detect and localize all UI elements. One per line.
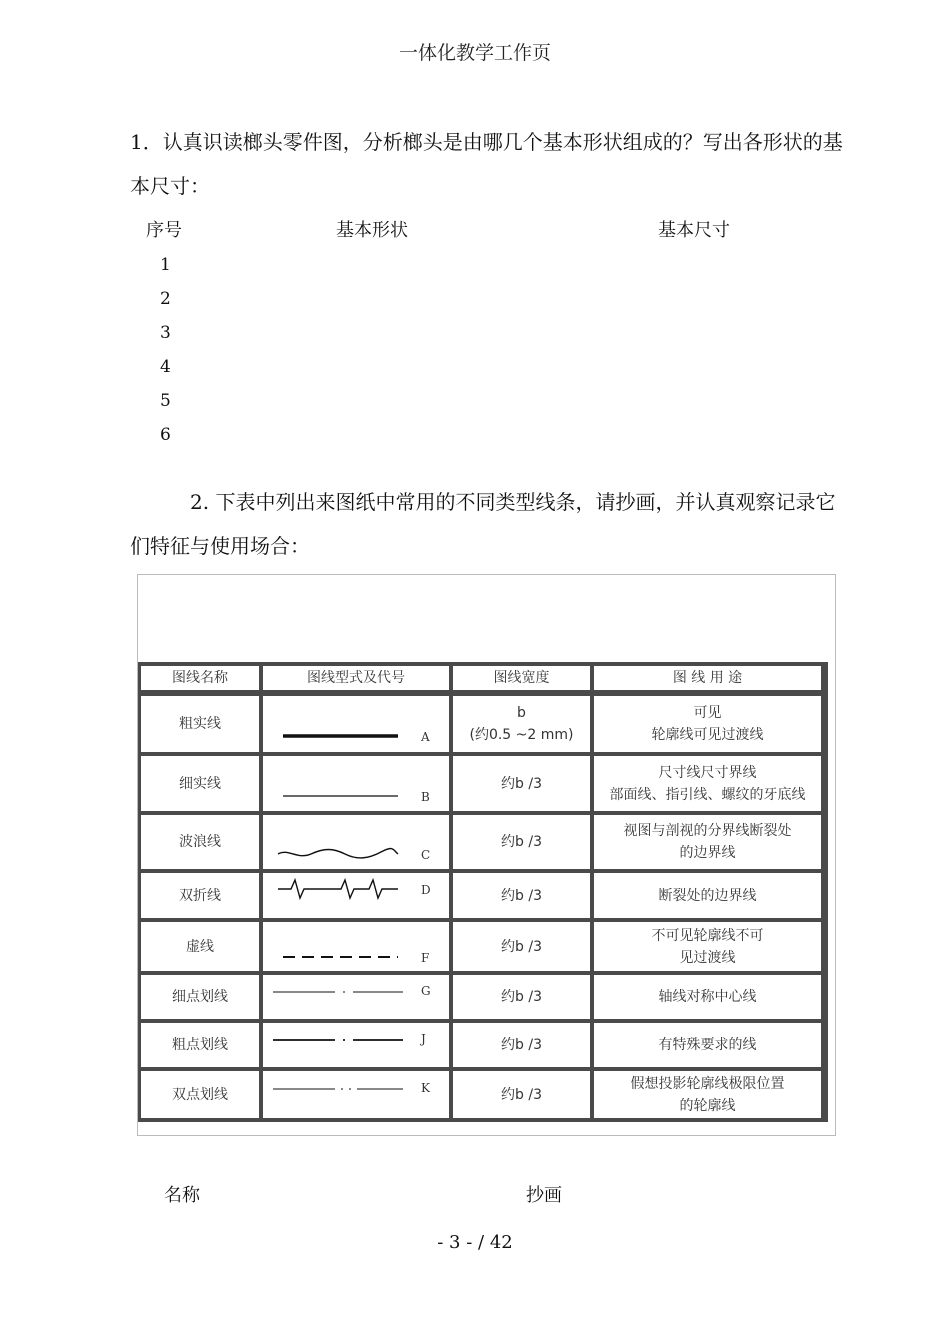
line-style-cell	[263, 975, 449, 1019]
line-width-text	[501, 831, 542, 853]
line-use: 轴线对称中心线	[658, 989, 757, 1005]
line-width-text	[469, 702, 573, 746]
line-width-text	[501, 885, 542, 907]
row-number: 6	[160, 425, 171, 445]
line-style-cell	[263, 756, 449, 811]
line-use-cell	[594, 975, 821, 1019]
line-name: 细点划线	[172, 989, 228, 1005]
line-use-cont: 的轮廓线	[679, 1097, 736, 1114]
line-use: 假想投影轮廓线极限位置	[630, 1075, 785, 1092]
line-width: 约b /3	[501, 938, 542, 955]
line-use-cell	[594, 922, 821, 971]
line-use-text	[659, 885, 757, 907]
line-use-cell	[594, 696, 821, 752]
row-number: 4	[160, 357, 171, 377]
line-name-cell	[141, 922, 259, 971]
line-use-cont: 见过渡线	[679, 949, 736, 966]
line-width-cell	[453, 873, 590, 918]
line-width-text	[501, 936, 542, 958]
line-width-header-text: 图线宽度	[493, 670, 550, 686]
line-use-header	[594, 666, 821, 690]
line-use-header-text: 图 线 用 途	[672, 670, 743, 686]
line-style-cell	[263, 922, 449, 971]
page-header: 一体化教学工作页	[398, 42, 551, 64]
question-1-text: 1．认真识读榔头零件图，分析榔头是由哪几个基本形状组成的？写出各形状的基本尺寸：	[130, 130, 843, 198]
line-use-text	[610, 762, 806, 806]
line-width: 约b /3	[501, 989, 542, 1005]
line-style-cell	[263, 696, 449, 752]
line-width-cell	[453, 922, 590, 971]
line-use: 可见	[693, 705, 722, 721]
line-code: G	[421, 984, 431, 998]
line-code: B	[421, 790, 430, 804]
line-code: D	[421, 883, 431, 897]
line-style-cell	[263, 873, 449, 918]
line-use-cell	[594, 1071, 821, 1118]
line-use-cell	[594, 873, 821, 918]
row-number: 2	[160, 289, 171, 309]
line-name-cell	[141, 1071, 259, 1118]
line-name-cell	[141, 1023, 259, 1067]
line-use-text	[659, 986, 757, 1008]
line-width-cell	[453, 696, 590, 752]
line-width-cell	[453, 975, 590, 1019]
line-use-cell	[594, 756, 821, 811]
line-name-cell	[141, 756, 259, 811]
line-name: 波浪线	[179, 834, 221, 850]
line-use: 断裂处的边界线	[658, 887, 757, 904]
line-width-cell	[453, 756, 590, 811]
line-use-cell	[594, 815, 821, 869]
line-width: 约b /3	[501, 1086, 542, 1103]
column-header-size: 基本尺寸	[658, 220, 730, 241]
column-header-shape: 基本形状	[336, 220, 408, 241]
line-code: J	[421, 1032, 426, 1046]
line-use-text	[624, 820, 792, 864]
row-number: 3	[160, 323, 171, 343]
line-width-cell	[453, 1071, 590, 1118]
line-use-text	[631, 1073, 785, 1117]
line-use-cont: 轮廓线可见过渡线	[651, 727, 764, 743]
line-use: 视图与剖视的分界线断裂处	[623, 823, 792, 839]
line-use-text	[652, 702, 764, 746]
line-name-cell	[141, 873, 259, 918]
line-style-header	[263, 666, 449, 690]
line-width-text	[501, 773, 542, 795]
line-name: 虚线	[186, 938, 214, 955]
line-width: 约b /3	[501, 1037, 542, 1053]
line-code: A	[421, 730, 430, 744]
line-use-text	[659, 1034, 757, 1056]
line-use: 不可见轮廓线不可	[651, 927, 764, 944]
line-code: F	[421, 951, 430, 965]
line-style-cell	[263, 815, 449, 869]
line-name: 双折线	[179, 887, 221, 904]
line-use: 尺寸线尺寸界线	[658, 764, 757, 781]
line-style-cell	[263, 1071, 449, 1118]
line-style-cell	[263, 1023, 449, 1067]
line-width: b	[517, 705, 526, 721]
line-types-figure	[137, 574, 836, 1136]
line-width-header	[453, 666, 590, 690]
line-width: 约b /3	[501, 887, 542, 904]
line-name-cell	[141, 975, 259, 1019]
line-width-cell	[453, 1023, 590, 1067]
line-types-table	[138, 662, 828, 1122]
line-name: 粗点划线	[172, 1037, 228, 1053]
line-width: 约b /3	[501, 775, 542, 792]
line-use: 有特殊要求的线	[658, 1037, 757, 1053]
line-width-cell	[453, 815, 590, 869]
question-2-text: 2. 下表中列出来图纸中常用的不同类型线条，请抄画，并认真观察记录它们特征与使用场合：	[130, 490, 836, 558]
line-name: 细实线	[179, 775, 221, 792]
row-number: 5	[160, 391, 171, 411]
page-number: - 3 - / 42	[437, 1232, 513, 1253]
line-use-cont: 的边界线	[679, 845, 736, 861]
line-name-header-text: 图线名称	[172, 670, 228, 686]
line-code: C	[421, 848, 431, 862]
line-use-cont: 部面线、指引线、螺纹的牙底线	[609, 786, 806, 803]
name-label: 名称	[164, 1185, 200, 1206]
line-use-cell	[594, 1023, 821, 1067]
line-name-cell	[141, 815, 259, 869]
line-name-header	[141, 666, 259, 690]
row-number: 1	[160, 255, 171, 275]
line-code: K	[421, 1081, 430, 1095]
line-width-note: (约0.5 ~2 mm)	[469, 727, 574, 743]
line-name: 粗实线	[179, 716, 221, 732]
draw-label: 抄画	[526, 1185, 562, 1206]
line-width-text	[501, 1034, 542, 1056]
line-name-cell	[141, 696, 259, 752]
column-header-index: 序号	[146, 220, 182, 241]
line-name: 双点划线	[172, 1086, 228, 1103]
line-width-text	[501, 986, 542, 1008]
line-style-header-text: 图线型式及代号	[307, 670, 405, 686]
line-use-text	[652, 925, 764, 969]
line-width-text	[501, 1084, 542, 1106]
line-width: 约b /3	[501, 834, 542, 850]
